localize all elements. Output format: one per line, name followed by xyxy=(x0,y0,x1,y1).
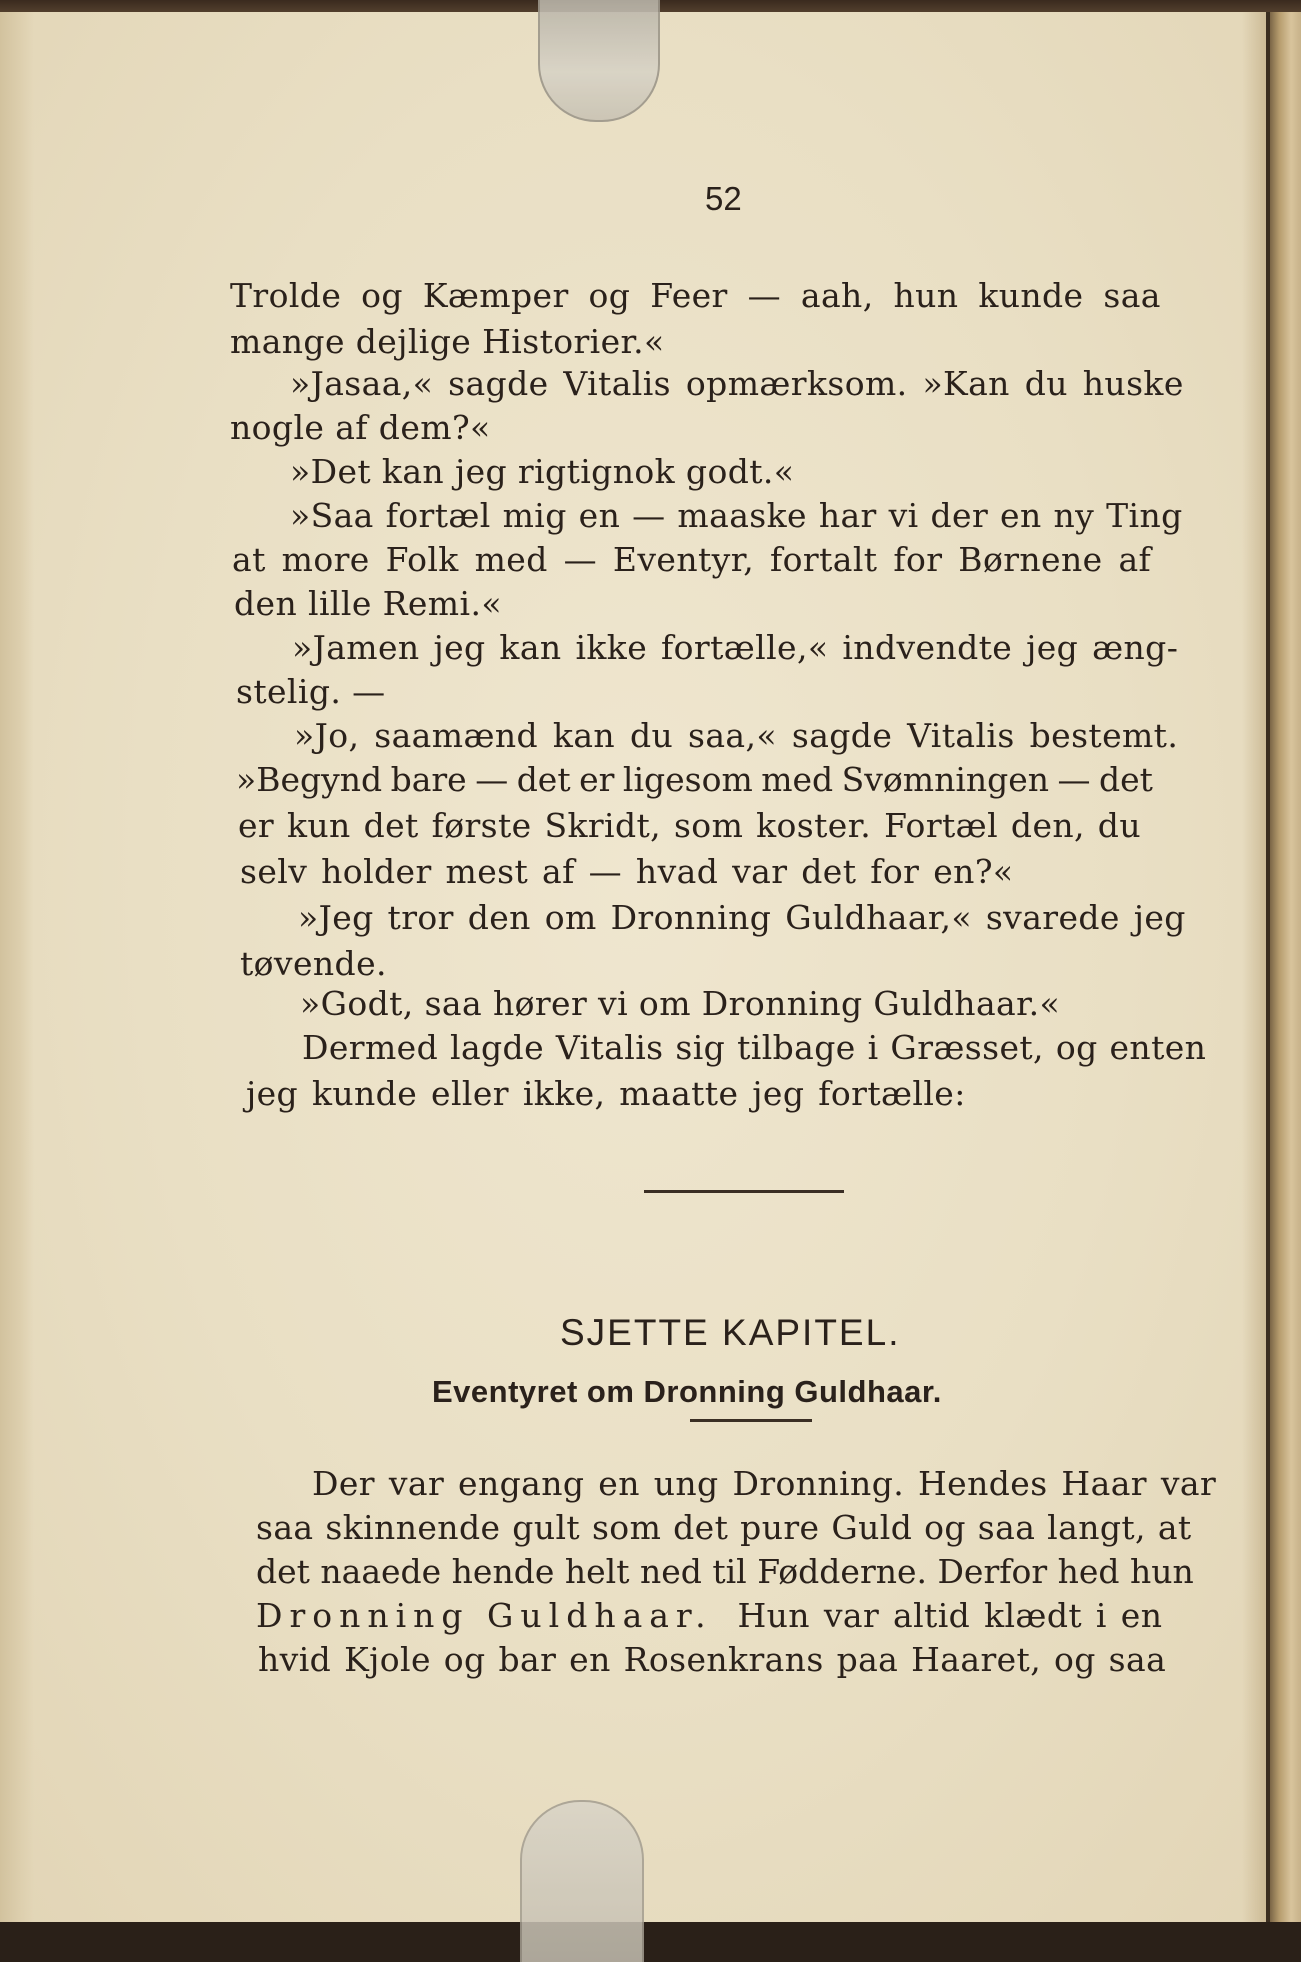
text-line: stelig. — xyxy=(236,672,386,711)
page-number: 52 xyxy=(705,180,742,217)
text-line: mange dejlige Historier.« xyxy=(230,322,665,361)
text-line: »Saa fortæl mig en — maaske har vi der en ny Ting xyxy=(290,496,1183,535)
chapter-text-line: det naaede hende helt ned til Fødderne. Derfor hed hun xyxy=(256,1552,1194,1591)
section-divider xyxy=(644,1190,844,1193)
text-line: jeg kunde eller ikke, maatte jeg fortælle: xyxy=(246,1074,966,1113)
text-line: »Jasaa,« sagde Vitalis opmærksom. »Kan du huske xyxy=(290,364,1184,403)
text-line: at more Folk med — Eventyr, fortalt for Børnene af xyxy=(232,540,1152,579)
text-line: tøvende. xyxy=(240,944,387,983)
chapter-text-line: saa skinnende gult som det pure Guld og saa langt, at xyxy=(256,1508,1192,1547)
text-line: »Begynd bare — det er ligesom med Svømningen — det xyxy=(236,760,1153,799)
text-line: Dermed lagde Vitalis sig tilbage i Græsset, og enten xyxy=(302,1028,1207,1067)
subtitle-divider xyxy=(690,1419,812,1422)
text-line: selv holder mest af — hvad var det for en?« xyxy=(240,852,1014,891)
book-page xyxy=(0,12,1268,1922)
page-left-edge xyxy=(0,12,34,1922)
page-gutter-shadow xyxy=(1242,12,1268,1922)
chapter-text-fragment: Hun var altid klædt i en xyxy=(737,1596,1163,1635)
text-line: »Det kan jeg rigtignok godt.« xyxy=(290,452,795,491)
text-line: er kun det første Skridt, som koster. Fortæl den, du xyxy=(238,806,1141,845)
chapter-text-line: Der var engang en ung Dronning. Hendes Haar var xyxy=(312,1464,1217,1503)
text-line: »Godt, saa hører vi om Dronning Guldhaar.« xyxy=(300,984,1061,1023)
chapter-heading: SJETTE KAPITEL. xyxy=(560,1312,901,1353)
text-line: »Jo, saamænd kan du saa,« sagde Vitalis bestemt. xyxy=(294,716,1179,755)
chapter-subtitle: Eventyret om Dronning Guldhaar. xyxy=(432,1374,942,1409)
text-line: Trolde og Kæmper og Feer — aah, hun kunde saa xyxy=(230,276,1161,315)
chapter-text-line xyxy=(256,1596,1162,1635)
chapter-text-line: hvid Kjole og bar en Rosenkrans paa Haaret, og saa xyxy=(258,1640,1167,1679)
binding-edge xyxy=(1266,12,1270,1922)
page-clip-top xyxy=(538,0,660,122)
text-line: den lille Remi.« xyxy=(234,584,502,623)
back-cover xyxy=(1268,12,1301,1922)
text-line: nogle af dem?« xyxy=(230,408,491,447)
text-line: »Jamen jeg kan ikke fortælle,« indvendte jeg æng- xyxy=(292,628,1179,667)
text-line: »Jeg tror den om Dronning Guldhaar,« svarede jeg xyxy=(298,898,1186,937)
queen-name-spaced: Dronning Guldhaar. xyxy=(256,1596,713,1635)
page-clip-bottom xyxy=(520,1800,644,1962)
